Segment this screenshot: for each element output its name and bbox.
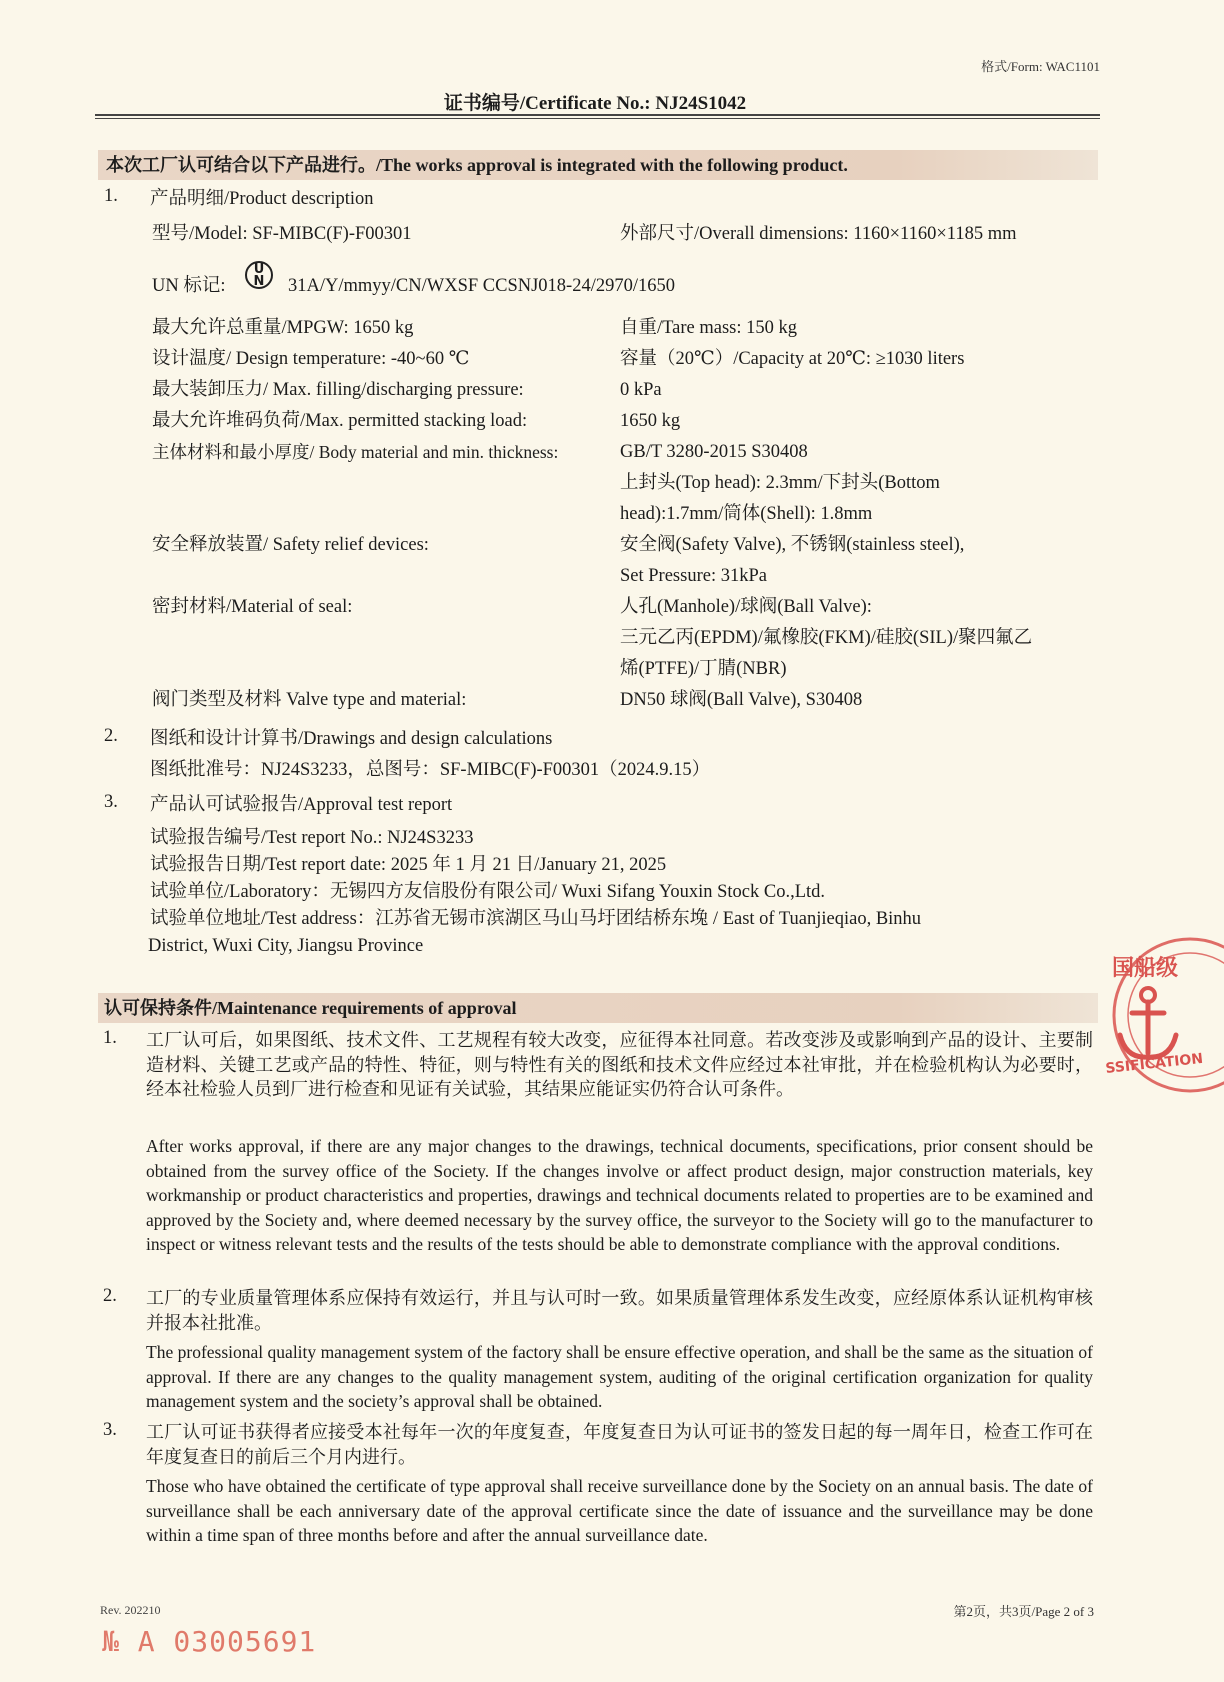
- society-seal-stamp: [1104, 935, 1224, 1095]
- body-thickness-heads: 上封头(Top head): 2.3mm/下封头(Bottom: [620, 473, 940, 493]
- pressure-label: 最大装卸压力/ Max. filling/discharging pressure:: [152, 380, 524, 400]
- item-number: 3.: [104, 792, 118, 812]
- valve-type-label: 阀门类型及材料 Valve type and material:: [152, 690, 467, 710]
- un-label: UN 标记:: [152, 276, 226, 296]
- overall-dimensions: 外部尺寸/Overall dimensions: 1160×1160×1185 mm: [620, 224, 1017, 244]
- item-number: 2.: [104, 726, 118, 746]
- seal-material-label: 密封材料/Material of seal:: [152, 597, 353, 617]
- item-number: 1.: [103, 1028, 117, 1048]
- tare-mass: 自重/Tare mass: 150 kg: [620, 318, 797, 338]
- safety-relief-label: 安全释放装置/ Safety relief devices:: [152, 535, 429, 555]
- design-temperature: 设计温度/ Design temperature: -40~60 ℃: [152, 349, 470, 369]
- safety-relief-value: 安全阀(Safety Valve), 不锈钢(stainless steel),: [620, 535, 965, 555]
- test-report-date: 试验报告日期/Test report date: 2025 年 1 月 21 日/January 21, 2025: [150, 855, 667, 875]
- header-rule-thin: [95, 118, 1100, 119]
- valve-type-value: DN50 球阀(Ball Valve), S30408: [620, 690, 863, 710]
- form-number: 格式/Form: WAC1101: [981, 59, 1100, 74]
- stamp-bottom-text: SSIFICATION: [1104, 1050, 1204, 1077]
- section-band-product: [98, 150, 1098, 180]
- item-title-product-description: 产品明细/Product description: [150, 189, 374, 209]
- test-report-number: 试验报告编号/Test report No.: NJ24S3233: [150, 828, 474, 848]
- seal-material-value: 人孔(Manhole)/球阀(Ball Valve):: [620, 597, 872, 617]
- body-thickness-shell: head):1.7mm/筒体(Shell): 1.8mm: [620, 504, 873, 524]
- test-address-cont: District, Wuxi City, Jiangsu Province: [148, 936, 424, 956]
- item-number: 1.: [104, 186, 118, 206]
- test-address: 试验单位地址/Test address：江苏省无锡市滨湖区马山马圩团结桥东堍 / East of Tuanjieqiao, Binhu: [150, 909, 922, 929]
- item-title-drawings: 图纸和设计计算书/Drawings and design calculations: [150, 729, 553, 749]
- revision: Rev. 202210: [100, 1603, 161, 1617]
- mpgw: 最大允许总重量/MPGW: 1650 kg: [152, 318, 414, 338]
- item-number: 3.: [103, 1420, 117, 1440]
- header-rule: [95, 114, 1100, 116]
- serial-number: № A 03005691: [102, 1625, 317, 1658]
- seal-material-list: 三元乙丙(EPDM)/氟橡胶(FKM)/硅胶(SIL)/聚四氟乙: [620, 628, 1033, 648]
- body-material-label: 主体材料和最小厚度/ Body material and min. thickness:: [152, 442, 559, 462]
- certificate-number: 证书编号/Certificate No.: NJ24S1042: [443, 93, 747, 114]
- stacking-label: 最大允许堆码负荷/Max. permitted stacking load:: [152, 411, 528, 431]
- un-packaging-symbol-icon: U N: [245, 261, 273, 289]
- laboratory: 试验单位/Laboratory：无锡四方友信股份有限公司/ Wuxi Sifang Youxin Stock Co.,Ltd.: [150, 882, 826, 902]
- maintenance-item-2-en: The professional quality management system of the factory shall be ensure effective operation, and shall be the same as the situation of approval. If there are any changes to the quality management system, auditing of the original certification organization for quality management system and the society’s approval shall be obtained.: [146, 1342, 1093, 1411]
- maintenance-item-1-en: After works approval, if there are any major changes to the drawings, technical documents, specifications, prior consent should be obtained from the survey office of the Society. If the changes involve or affect product design, major construction materials, key workmanship or product characteristics and properties, drawings and technical documents related to properties are to be examined and approved by the Society and, where deemed necessary by the survey office, the surveyor to the Society will go to the manufacturer to inspect or witness relevant tests and the results of the tests should be able to demonstrate compliance with the approval conditions.: [146, 1136, 1093, 1254]
- capacity: 容量（20℃）/Capacity at 20℃: ≥1030 liters: [620, 349, 965, 369]
- section-title-product: 本次工厂认可结合以下产品进行。/The works approval is integrated with the following product.: [106, 155, 848, 175]
- drawing-approval: 图纸批准号：NJ24S3233，总图号：SF-MIBC(F)-F00301（2024.9.15）: [150, 760, 711, 780]
- section-band-maintenance: [98, 993, 1098, 1023]
- seal-material-list-cont: 烯(PTFE)/丁腈(NBR): [620, 659, 787, 679]
- maintenance-item-1-cn: 工厂认可后，如果图纸、技术文件、工艺规程有较大改变，应征得本社同意。若改变涉及或影响到产品的设计、主要制造材料、关键工艺或产品的特性、特征，则与特性有关的图纸和技术文件应经过本社审批，并在检验机构认为必要时，经本社检验人员到厂进行检查和见证有关试验，其结果应能证实仍符合认可条件。: [146, 1030, 1093, 1099]
- model: 型号/Model: SF-MIBC(F)-F00301: [152, 224, 412, 244]
- item-number: 2.: [103, 1286, 117, 1306]
- maintenance-item-3-en: Those who have obtained the certificate of type approval shall receive surveillance done by the Society on an annual basis. The date of surveillance shall be each anniversary date of the approval certificate since the date of issuance and the surveillance may be done within a time span of three months before and after the annual surveillance date.: [146, 1476, 1093, 1545]
- item-title-test-report: 产品认可试验报告/Approval test report: [150, 795, 453, 815]
- page-number: 第2页，共3页/Page 2 of 3: [953, 1604, 1094, 1619]
- body-material-value: GB/T 3280-2015 S30408: [620, 442, 808, 462]
- section-title-maintenance: 认可保持条件/Maintenance requirements of approval: [104, 998, 517, 1018]
- pressure-value: 0 kPa: [620, 380, 662, 400]
- set-pressure: Set Pressure: 31kPa: [620, 566, 767, 586]
- maintenance-item-3-cn: 工厂认可证书获得者应接受本社每年一次的年度复查，年度复查日为认可证书的签发日起的每一周年日，检查工作可在年度复查日的前后三个月内进行。: [146, 1422, 1093, 1467]
- stamp-top-text: 国船级: [1112, 956, 1179, 981]
- un-code: 31A/Y/mmyy/CN/WXSF CCSNJ018-24/2970/1650: [288, 276, 676, 296]
- maintenance-item-2-cn: 工厂的专业质量管理体系应保持有效运行，并且与认可时一致。如果质量管理体系发生改变，应经原体系认证机构审核并报本社批准。: [146, 1288, 1093, 1333]
- stacking-value: 1650 kg: [620, 411, 681, 431]
